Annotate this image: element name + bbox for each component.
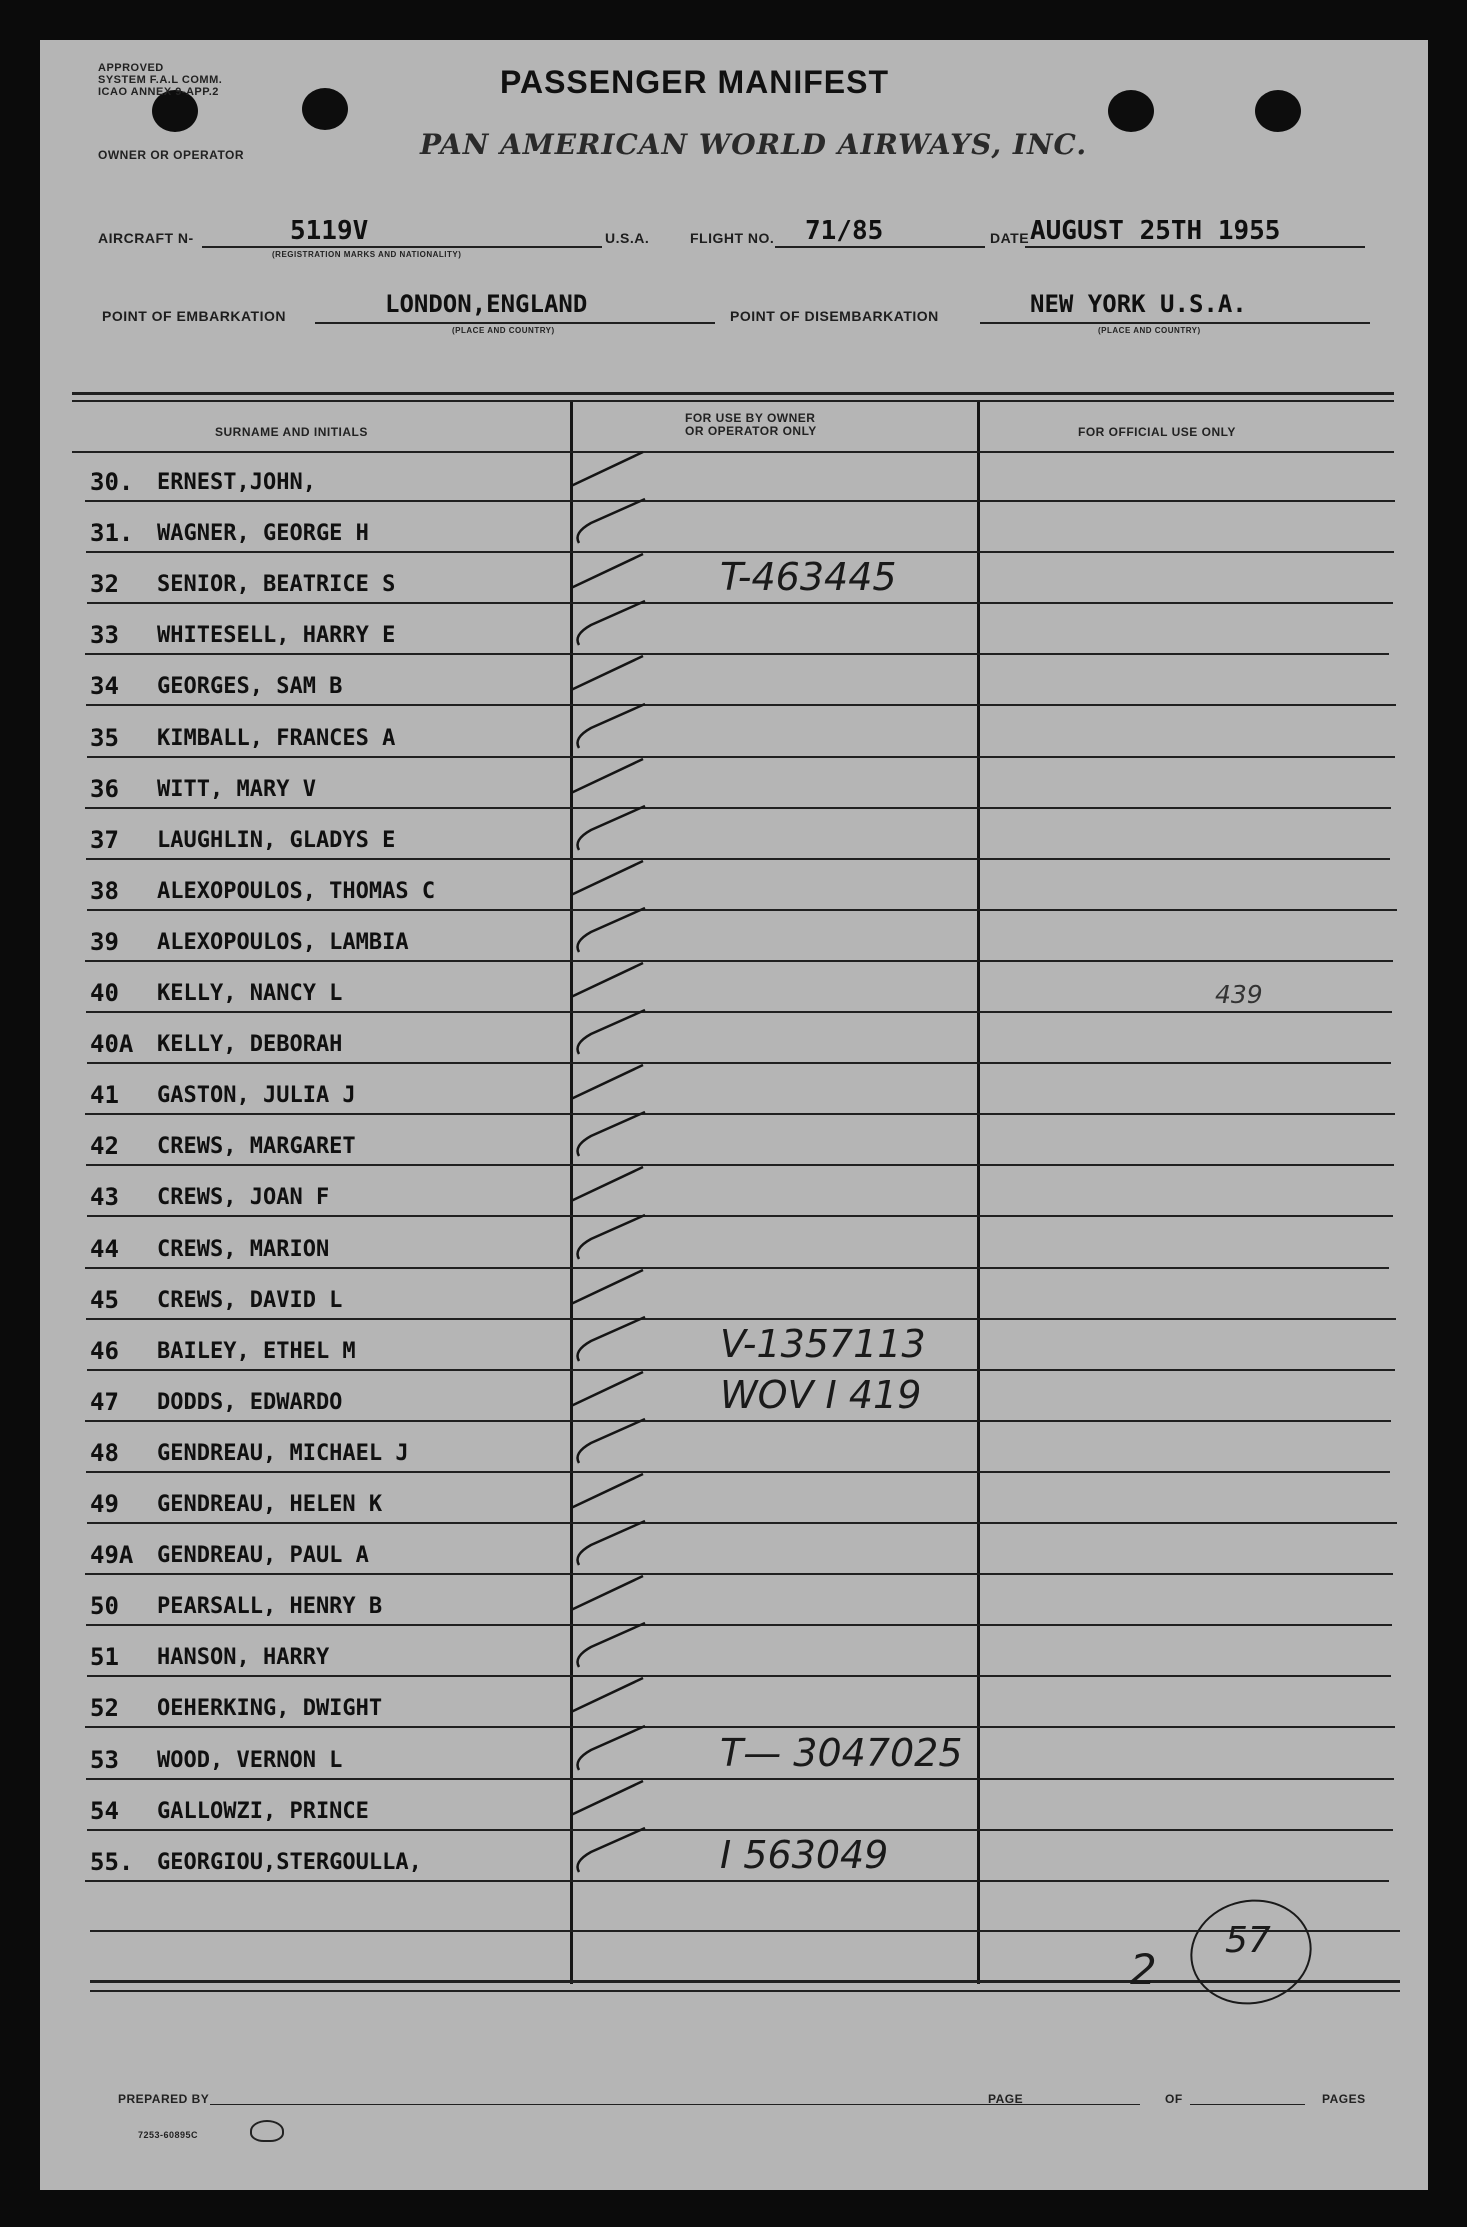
- table-row: [40, 1218, 1428, 1269]
- approval-line-1: APPROVED: [98, 62, 164, 74]
- passenger-number: 50: [90, 1592, 119, 1621]
- col-header-surname: SURNAME AND INITIALS: [215, 425, 368, 439]
- col-header-owner: [685, 412, 817, 438]
- embarkation-value[interactable]: LONDON,ENGLAND: [385, 290, 588, 318]
- passenger-name: WHITESELL, HARRY E: [157, 623, 396, 649]
- document-number-annotation: WOV I 419: [720, 1372, 922, 1417]
- passenger-number: 33: [90, 621, 119, 650]
- passenger-number: 48: [90, 1438, 119, 1467]
- passenger-name: GEORGIOU,STERGOULLA,: [157, 1849, 422, 1875]
- passenger-number: 53: [90, 1745, 119, 1774]
- passenger-name: KELLY, NANCY L: [157, 981, 343, 1006]
- passenger-name: KELLY, DEBORAH: [157, 1032, 343, 1058]
- table-row: [40, 1473, 1428, 1524]
- disembarkation-sublabel: (PLACE AND COUNTRY): [1098, 326, 1201, 335]
- document-number-annotation: T-463445: [720, 555, 897, 600]
- table-top-rule: [72, 400, 1394, 402]
- passenger-number: 34: [90, 672, 119, 701]
- table-row: [40, 860, 1428, 911]
- col-header-owner-line-2: OR OPERATOR ONLY: [685, 424, 817, 438]
- passenger-name: GENDREAU, PAUL A: [157, 1543, 369, 1569]
- flight-label: FLIGHT NO.: [690, 230, 775, 246]
- passenger-number: 37: [90, 825, 119, 854]
- table-row: [40, 553, 1428, 604]
- passenger-name: OEHERKING, DWIGHT: [157, 1696, 383, 1722]
- blank-row-rule: [90, 1990, 1400, 1992]
- passenger-number: 43: [90, 1183, 119, 1212]
- passenger-number: 30.: [90, 468, 134, 496]
- table-row: [40, 809, 1428, 860]
- table-row: [40, 962, 1428, 1013]
- row-rule: [85, 1880, 1389, 1882]
- passenger-number: 52: [90, 1694, 119, 1723]
- passenger-name: CREWS, JOAN F: [157, 1185, 330, 1211]
- page-line: [1030, 2104, 1140, 2105]
- disembarkation-label: POINT OF DISEMBARKATION: [730, 308, 939, 324]
- aircraft-value[interactable]: 5119V: [290, 216, 369, 246]
- passenger-name: ALEXOPOULOS, THOMAS C: [157, 878, 436, 904]
- passenger-name: CREWS, MARION: [157, 1236, 330, 1262]
- passenger-name: ERNEST,JOHN,: [157, 470, 316, 495]
- table-row: [40, 707, 1428, 758]
- passenger-name: WOOD, VERNON L: [157, 1747, 343, 1773]
- aircraft-sublabel: (REGISTRATION MARKS AND NATIONALITY): [272, 250, 462, 259]
- table-row: [40, 1575, 1428, 1626]
- table-row: [40, 1371, 1428, 1422]
- owner-label: OWNER OR OPERATOR: [98, 148, 245, 162]
- of-line: [1190, 2104, 1305, 2105]
- passenger-name: KIMBALL, FRANCES A: [157, 725, 396, 751]
- passenger-number: 32: [90, 570, 119, 599]
- document-number-annotation: T— 3047025: [720, 1730, 963, 1775]
- passenger-number: 55.: [90, 1847, 134, 1876]
- table-row: [40, 1524, 1428, 1575]
- passenger-number: 38: [90, 876, 119, 905]
- passenger-number: 46: [90, 1336, 119, 1365]
- date-label: DATE: [990, 230, 1030, 246]
- embarkation-underline: [315, 322, 715, 324]
- table-row: [40, 655, 1428, 706]
- passenger-name: ALEXOPOULOS, LAMBIA: [157, 929, 409, 955]
- passenger-number: 49: [90, 1490, 119, 1518]
- passenger-number: 42: [90, 1132, 119, 1161]
- table-row: [40, 1626, 1428, 1677]
- date-value[interactable]: AUGUST 25TH 1955: [1030, 216, 1281, 246]
- passenger-number: 40A: [90, 1030, 134, 1059]
- aircraft-underline: [202, 246, 602, 248]
- table-row: [40, 911, 1428, 962]
- table-row: [40, 1780, 1428, 1831]
- manifest-sheet: [40, 40, 1428, 2190]
- pages-label: PAGES: [1322, 2092, 1366, 2106]
- table-row: [40, 1422, 1428, 1473]
- approval-line-3: ICAO ANNEX 9-APP.2: [98, 86, 219, 98]
- form-code: 7253-60895C: [138, 2130, 199, 2140]
- punch-hole: [302, 88, 348, 130]
- passenger-number: 36: [90, 774, 119, 803]
- passenger-number: 54: [90, 1796, 119, 1825]
- passenger-name: GALLOWZI, PRINCE: [157, 1798, 369, 1824]
- table-row: [40, 1115, 1428, 1166]
- disembarkation-value[interactable]: NEW YORK U.S.A.: [1030, 290, 1247, 318]
- disembarkation-underline: [980, 322, 1370, 324]
- punch-hole: [1108, 90, 1154, 132]
- of-label: OF: [1165, 2092, 1183, 2106]
- passenger-number: 41: [90, 1081, 119, 1110]
- passenger-number: 51: [90, 1643, 119, 1672]
- passenger-name: GASTON, JULIA J: [157, 1083, 356, 1109]
- table-row: [40, 1013, 1428, 1064]
- passenger-name: HANSON, HARRY: [157, 1645, 330, 1671]
- passenger-name: WAGNER, GEORGE H: [157, 521, 369, 547]
- passenger-number: 39: [90, 927, 119, 956]
- table-row: [40, 758, 1428, 809]
- check-mark-icon: [565, 1822, 655, 1882]
- col-header-owner-line-1: FOR USE BY OWNER: [685, 411, 816, 425]
- page-title: PASSENGER MANIFEST: [500, 64, 889, 100]
- country-label: U.S.A.: [605, 230, 650, 246]
- table-row: [40, 1677, 1428, 1728]
- prepared-by-label: PREPARED BY: [118, 2092, 210, 2106]
- embarkation-label: POINT OF EMBARKATION: [102, 308, 286, 324]
- embarkation-sublabel: (PLACE AND COUNTRY): [452, 326, 555, 335]
- passenger-name: SENIOR, BEATRICE S: [157, 572, 396, 598]
- passenger-name: CREWS, DAVID L: [157, 1287, 343, 1313]
- circled-count-number: 57: [1225, 1920, 1271, 1961]
- passenger-name: WITT, MARY V: [157, 776, 316, 802]
- flight-underline: [775, 246, 985, 248]
- passenger-name: GEORGES, SAM B: [157, 674, 343, 700]
- table-row: [40, 604, 1428, 655]
- table-row: [40, 502, 1428, 553]
- passenger-name: LAUGHLIN, GLADYS E: [157, 827, 396, 853]
- approval-line-2: SYSTEM F.A.L COMM.: [98, 74, 223, 86]
- approval-note: [98, 62, 222, 98]
- passenger-name: CREWS, MARGARET: [157, 1134, 356, 1160]
- passenger-number: 47: [90, 1387, 119, 1416]
- passenger-name: DODDS, EDWARDO: [157, 1389, 343, 1415]
- aircraft-label: AIRCRAFT N-: [98, 230, 194, 246]
- passenger-number: 44: [90, 1234, 119, 1263]
- table-row: [40, 1269, 1428, 1320]
- page-label: PAGE: [988, 2092, 1024, 2106]
- passenger-name: GENDREAU, MICHAEL J: [157, 1440, 409, 1466]
- table-top-rule: [72, 392, 1394, 395]
- date-underline: [1025, 246, 1365, 248]
- operator-name: PAN AMERICAN WORLD AIRWAYS, INC.: [420, 128, 1088, 161]
- document-number-annotation: I 563049: [720, 1832, 889, 1877]
- passenger-name: GENDREAU, HELEN K: [157, 1492, 383, 1517]
- passenger-number: 40: [90, 979, 119, 1007]
- passenger-name: BAILEY, ETHEL M: [157, 1338, 356, 1364]
- table-row: [40, 1729, 1428, 1780]
- table-row: [40, 1064, 1428, 1115]
- flight-value[interactable]: 71/85: [805, 216, 884, 246]
- passenger-number: 35: [90, 723, 119, 752]
- table-row: [40, 1831, 1428, 1882]
- table-row: [40, 1320, 1428, 1371]
- col-header-official: FOR OFFICIAL USE ONLY: [1078, 425, 1236, 439]
- passenger-number: 45: [90, 1285, 119, 1314]
- passenger-number: 49A: [90, 1541, 134, 1570]
- printer-logo-icon: [250, 2120, 284, 2142]
- passenger-number: 31.: [90, 519, 134, 548]
- official-note: 439: [1215, 980, 1263, 1009]
- punch-hole: [1255, 90, 1301, 132]
- side-mark: 2: [1130, 1945, 1157, 1994]
- table-row: [40, 451, 1428, 502]
- passenger-name: PEARSALL, HENRY B: [157, 1594, 383, 1620]
- document-number-annotation: V-1357113: [720, 1321, 926, 1366]
- prepared-by-line: [210, 2104, 1030, 2105]
- table-row: [40, 1166, 1428, 1217]
